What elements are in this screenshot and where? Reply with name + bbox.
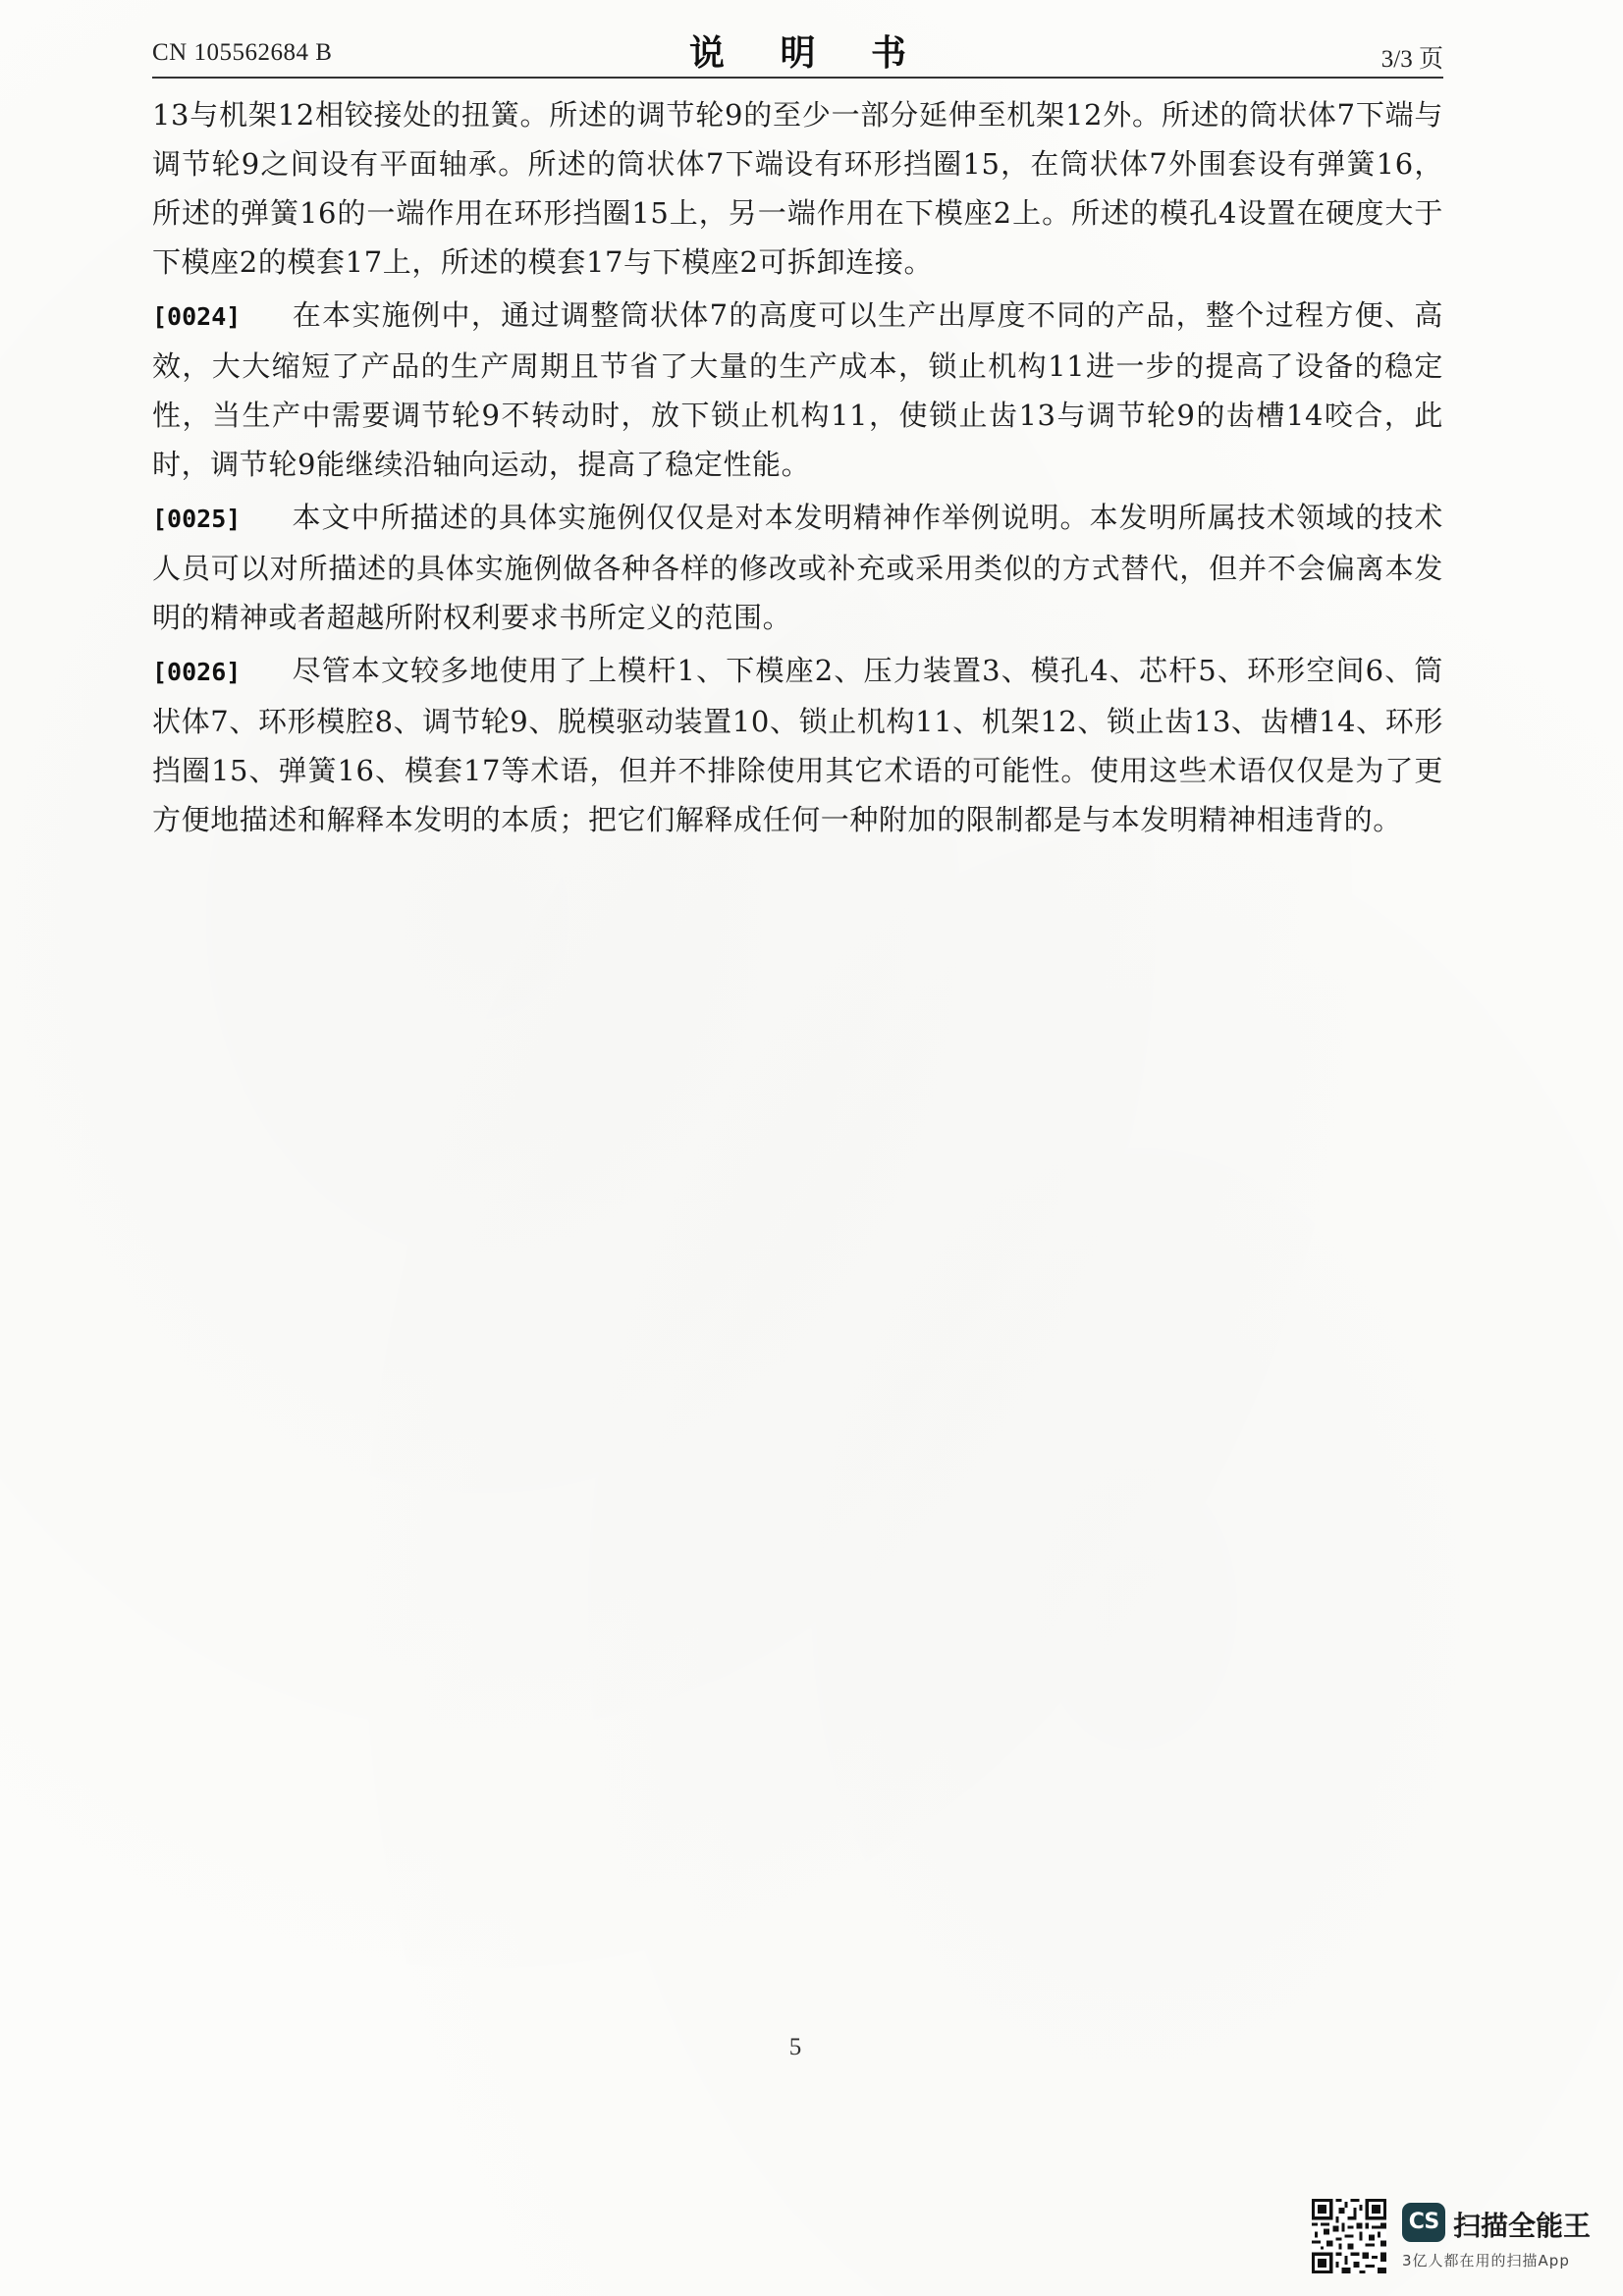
- paragraph-tag: [0025]: [152, 505, 242, 533]
- paragraph-text: 尽管本文较多地使用了上模杆1、下模座2、压力装置3、模孔4、芯杆5、环形空间6、筒状体7、环形模腔8、调节轮9、脱模驱动装置10、锁止机构11、机架12、锁止齿13、齿槽14、环形挡圈15、弹簧16、模套17等术语，但并不排除使用其它术语的可能性。使用这些术语仅仅是为了更方便地描述和解释本发明的本质；把它们解释成任何一种附加的限制都是与本发明精神相违背的。: [152, 654, 1443, 836]
- scanner-app-name: 扫描全能王: [1453, 2210, 1592, 2242]
- paragraph-continuation: [152, 90, 1443, 287]
- paragraph-text: 在本实施例中，通过调整筒状体7的高度可以生产出厚度不同的产品，整个过程方便、高效，大大缩短了产品的生产周期且节省了大量的生产成本，锁止机构11进一步的提高了设备的稳定性，当生产中需要调节轮9不转动时，放下锁止机构11，使锁止齿13与调节轮9的齿槽14咬合，此时，调节轮9能继续沿轴向运动，提高了稳定性能。: [152, 298, 1443, 481]
- paragraph-0026: [152, 646, 1443, 844]
- header-divider: [152, 77, 1443, 79]
- paragraph-text: 13与机架12相铰接处的扭簧。所述的调节轮9的至少一部分延伸至机架12外。所述的筒状体7下端与调节轮9之间设有平面轴承。所述的筒状体7下端设有环形挡圈15，在筒状体7外围套设有弹簧16，所述的弹簧16的一端作用在环形挡圈15上，另一端作用在下模座2上。所述的模孔4设置在硬度大于下模座2的模套17上，所述的模套17与下模座2可拆卸连接。: [152, 98, 1443, 279]
- page-header: [152, 26, 1443, 73]
- paragraph-0025: [152, 493, 1443, 642]
- document-title: 说 明 书: [688, 33, 929, 74]
- scanner-watermark: [1312, 2199, 1606, 2277]
- patent-number: CN 105562684 B: [152, 39, 333, 66]
- paragraph-tag: [0026]: [152, 658, 242, 686]
- document-body: [152, 90, 1443, 848]
- paragraph-0024: [152, 291, 1443, 489]
- paragraph-text: 本文中所描述的具体实施例仅仅是对本发明精神作举例说明。本发明所属技术领域的技术人员可以对所描述的具体实施例做各种各样的修改或补充或采用类似的方式替代，但并不会偏离本发明的精神或者超越所附权利要求书所定义的范围。: [152, 501, 1443, 634]
- page-indicator: 3/3 页: [1380, 46, 1443, 73]
- page-number: 5: [788, 2034, 802, 2060]
- paragraph-tag: [0024]: [152, 302, 242, 331]
- scanner-app-tagline: 3亿人都在用的扫描App: [1402, 2252, 1570, 2269]
- qr-code-icon: [1312, 2199, 1386, 2273]
- camscanner-logo-icon: CS: [1402, 2203, 1445, 2242]
